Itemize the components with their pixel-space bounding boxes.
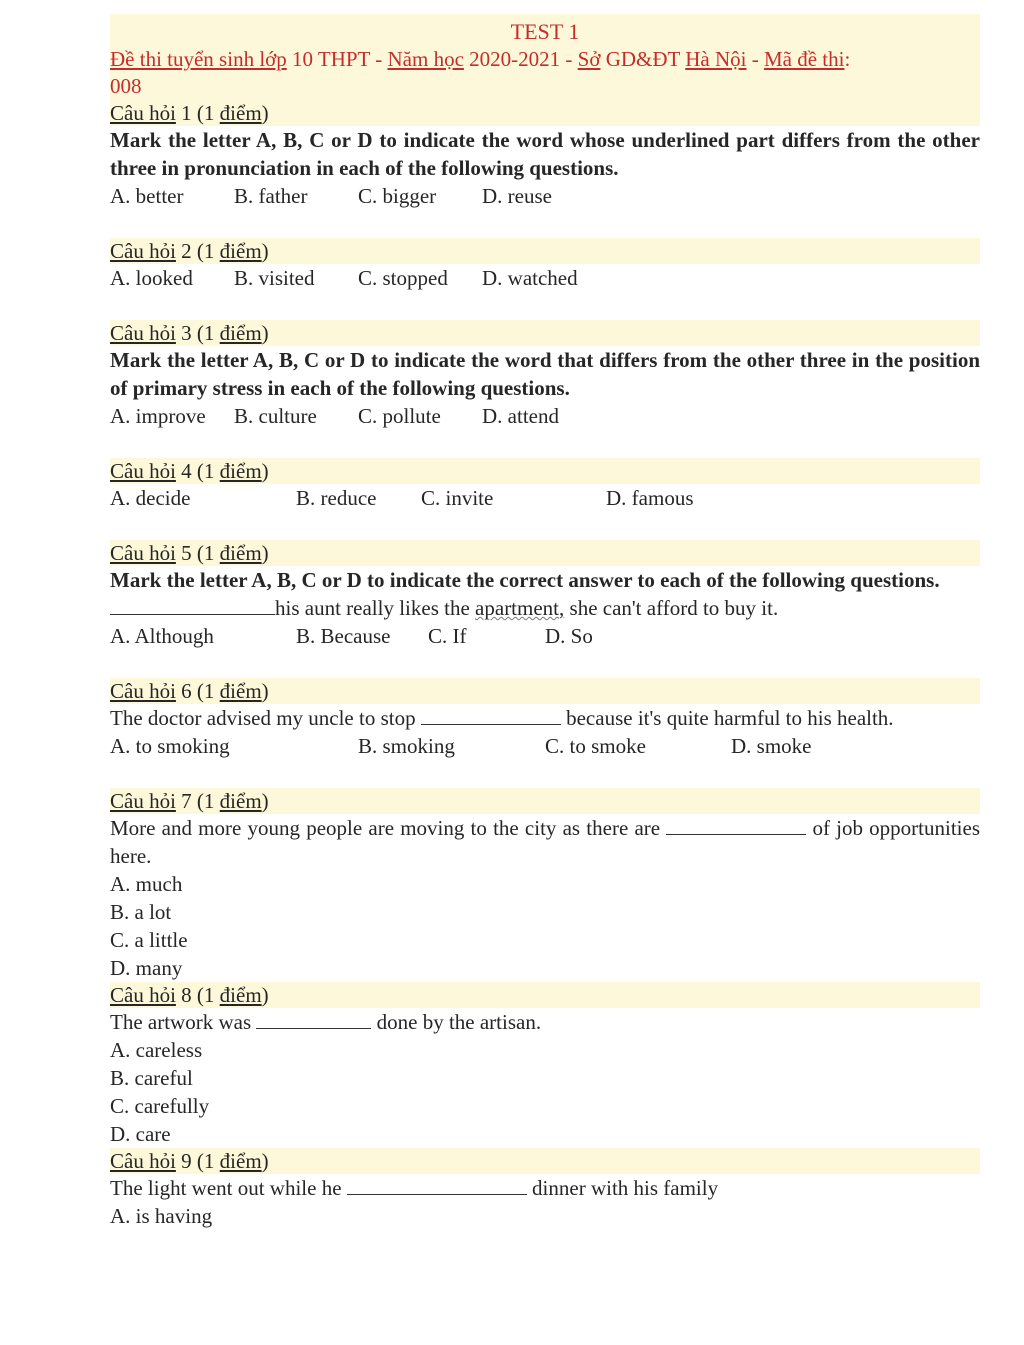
option-a[interactable]: A. decide (110, 486, 191, 510)
answer-options (110, 182, 980, 210)
option-b[interactable]: B. Because (296, 624, 391, 648)
question-3 (110, 320, 980, 430)
question-heading: Câu hỏi 2 (1 điểm) (110, 238, 980, 264)
page-title: TEST 1 (510, 19, 580, 44)
answer-blank[interactable] (421, 706, 561, 725)
option-d[interactable]: D. So (545, 624, 593, 648)
question-stem: More and more young people are moving to the city as there are of job opportunities here. (110, 816, 981, 868)
option-d[interactable]: D. many (110, 956, 183, 980)
option-b[interactable]: B. a lot (110, 900, 172, 924)
answer-blank[interactable] (666, 816, 806, 835)
answer-blank[interactable] (256, 1010, 371, 1029)
question-heading: Câu hỏi 3 (1 điểm) (110, 320, 980, 346)
option-c[interactable]: C. carefully (110, 1094, 210, 1118)
question-stem: The light went out while he dinner with his family (110, 1176, 719, 1200)
question-instruction: Mark the letter A, B, C or D to indicate the correct answer to each of the following questions. (110, 568, 940, 592)
answer-blank[interactable] (110, 596, 275, 615)
answer-options (110, 402, 980, 430)
answer-options (110, 264, 980, 292)
option-b[interactable]: B. visited (234, 266, 315, 290)
question-1 (110, 100, 980, 210)
option-d[interactable]: D. attend (482, 404, 559, 428)
answer-options (110, 622, 980, 650)
question-stem: The artwork was done by the artisan. (110, 1010, 542, 1034)
question-heading: Câu hỏi 8 (1 điểm) (110, 982, 980, 1008)
question-heading: Câu hỏi 1 (1 điểm) (110, 100, 980, 126)
option-c[interactable]: C. stopped (358, 266, 448, 290)
option-c[interactable]: C. to smoke (545, 734, 646, 758)
option-b[interactable]: B. culture (234, 404, 317, 428)
option-a[interactable]: A. looked (110, 266, 193, 290)
option-d[interactable]: D. reuse (482, 184, 552, 208)
exam-page (110, 14, 980, 1230)
exam-header (110, 14, 980, 100)
option-b[interactable]: B. reduce (296, 486, 377, 510)
question-6 (110, 678, 980, 760)
answer-blank[interactable] (347, 1176, 527, 1195)
option-d[interactable]: D. famous (606, 486, 694, 510)
answer-options (110, 484, 980, 512)
question-heading: Câu hỏi 7 (1 điểm) (110, 788, 980, 814)
question-5 (110, 540, 980, 650)
question-stem: his aunt really likes the apartment, she can't afford to buy it. (110, 594, 980, 622)
question-heading: Câu hỏi 5 (1 điểm) (110, 540, 980, 566)
option-a[interactable]: A. to smoking (110, 734, 230, 758)
question-8 (110, 982, 980, 1148)
question-instruction: Mark the letter A, B, C or D to indicate the word that differs from the other three in the position of primary stress in each of the following questions. (110, 348, 980, 400)
option-c[interactable]: C. a little (110, 928, 188, 952)
option-a[interactable]: A. is having (110, 1204, 213, 1228)
answer-options (110, 732, 980, 760)
option-b[interactable]: B. father (234, 184, 308, 208)
option-a[interactable]: A. improve (110, 404, 206, 428)
question-7 (110, 788, 980, 982)
option-c[interactable]: C. pollute (358, 404, 441, 428)
exam-subtitle: Đề thi tuyển sinh lớp 10 THPT - Năm học 2020-2021 - Sở GD&ĐT Hà Nội - Mã đề thi: 008 (110, 47, 851, 98)
question-instruction: Mark the letter A, B, C or D to indicate the word whose underlined part differs from the other three in pronunciation in each of the following questions. (110, 128, 980, 180)
question-4 (110, 458, 980, 512)
question-2 (110, 238, 980, 292)
question-heading: Câu hỏi 9 (1 điểm) (110, 1148, 980, 1174)
question-stem: The doctor advised my uncle to stop because it's quite harmful to his health. (110, 706, 894, 730)
option-b[interactable]: B. smoking (358, 734, 455, 758)
option-c[interactable]: C. bigger (358, 184, 437, 208)
option-d[interactable]: D. watched (482, 266, 578, 290)
option-d[interactable]: D. smoke (731, 734, 812, 758)
question-heading: Câu hỏi 4 (1 điểm) (110, 458, 980, 484)
option-a[interactable]: A. careless (110, 1038, 203, 1062)
option-c[interactable]: C. If (428, 624, 467, 648)
option-b[interactable]: B. careful (110, 1066, 193, 1090)
option-a[interactable]: A. Although (110, 624, 214, 648)
option-c[interactable]: C. invite (421, 486, 494, 510)
question-heading: Câu hỏi 6 (1 điểm) (110, 678, 980, 704)
option-a[interactable]: A. better (110, 184, 184, 208)
option-d[interactable]: D. care (110, 1122, 171, 1146)
question-9 (110, 1148, 980, 1230)
option-a[interactable]: A. much (110, 872, 183, 896)
